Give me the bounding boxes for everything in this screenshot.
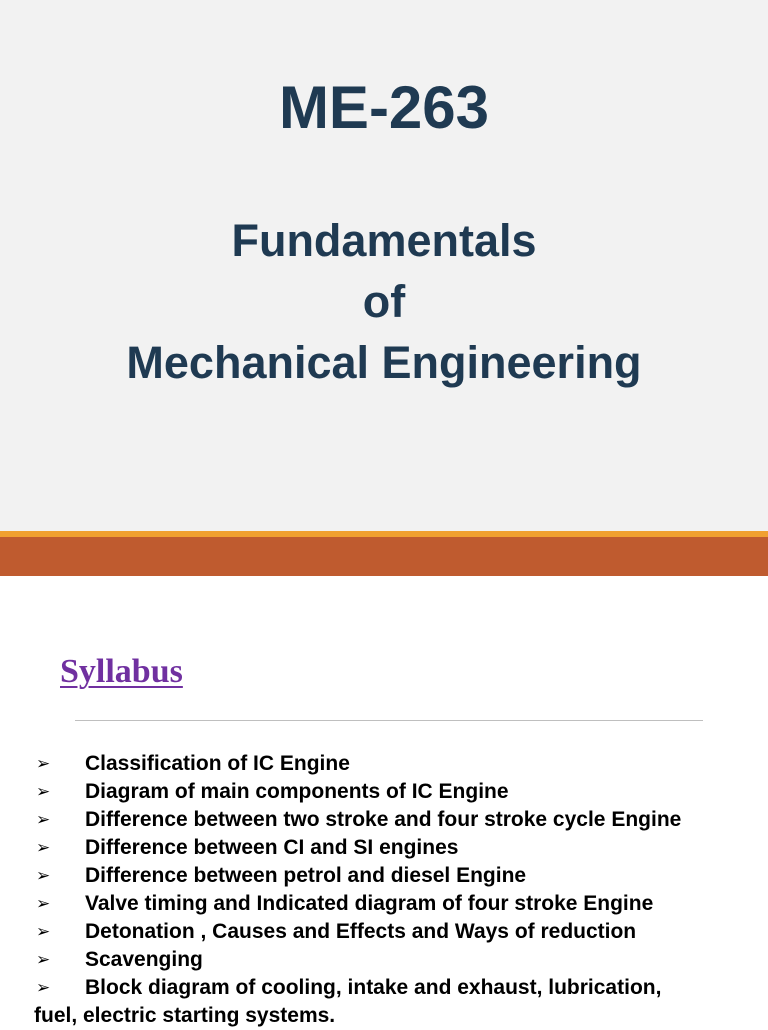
list-item-text: Difference between CI and SI engines	[85, 836, 459, 859]
arrowhead-bullet-icon: ➢	[36, 894, 51, 913]
course-title-line: of	[362, 276, 406, 327]
list-item	[0, 806, 768, 834]
list-item	[0, 834, 768, 862]
arrowhead-bullet-icon: ➢	[36, 754, 51, 773]
list-item-text: Scavenging	[85, 948, 203, 971]
syllabus-list	[0, 750, 768, 1002]
syllabus-heading: Syllabus	[60, 653, 183, 690]
list-item-text-continuation: fuel, electric starting systems.	[34, 1004, 336, 1027]
arrowhead-bullet-icon: ➢	[36, 810, 51, 829]
list-item	[0, 750, 768, 778]
course-title	[0, 210, 768, 393]
course-title-line: Fundamentals	[231, 215, 537, 266]
list-item	[0, 862, 768, 890]
course-code: ME-263	[278, 74, 490, 141]
arrowhead-bullet-icon: ➢	[36, 838, 51, 857]
course-title-line: Mechanical Engineering	[126, 337, 642, 388]
arrowhead-bullet-icon: ➢	[36, 866, 51, 885]
list-item-text: Block diagram of cooling, intake and exhaust, lubrication,	[85, 976, 662, 999]
arrowhead-bullet-icon: ➢	[36, 782, 51, 801]
list-item-text: Difference between petrol and diesel Engine	[85, 864, 527, 887]
list-item	[0, 890, 768, 918]
list-item-text: Valve timing and Indicated diagram of four stroke Engine	[85, 892, 654, 915]
list-item-text: Detonation , Causes and Effects and Ways of reduction	[85, 920, 637, 943]
list-item-text: Difference between two stroke and four stroke cycle Engine	[85, 808, 682, 831]
divider	[75, 720, 703, 721]
list-item	[0, 918, 768, 946]
arrowhead-bullet-icon: ➢	[36, 978, 51, 997]
accent-bar	[0, 537, 768, 576]
list-item	[0, 778, 768, 806]
list-item-text: Diagram of main components of IC Engine	[85, 780, 509, 803]
list-item-text: Classification of IC Engine	[85, 752, 350, 775]
list-item	[0, 946, 768, 974]
list-item	[0, 974, 768, 1002]
arrowhead-bullet-icon: ➢	[36, 950, 51, 969]
arrowhead-bullet-icon: ➢	[36, 922, 51, 941]
